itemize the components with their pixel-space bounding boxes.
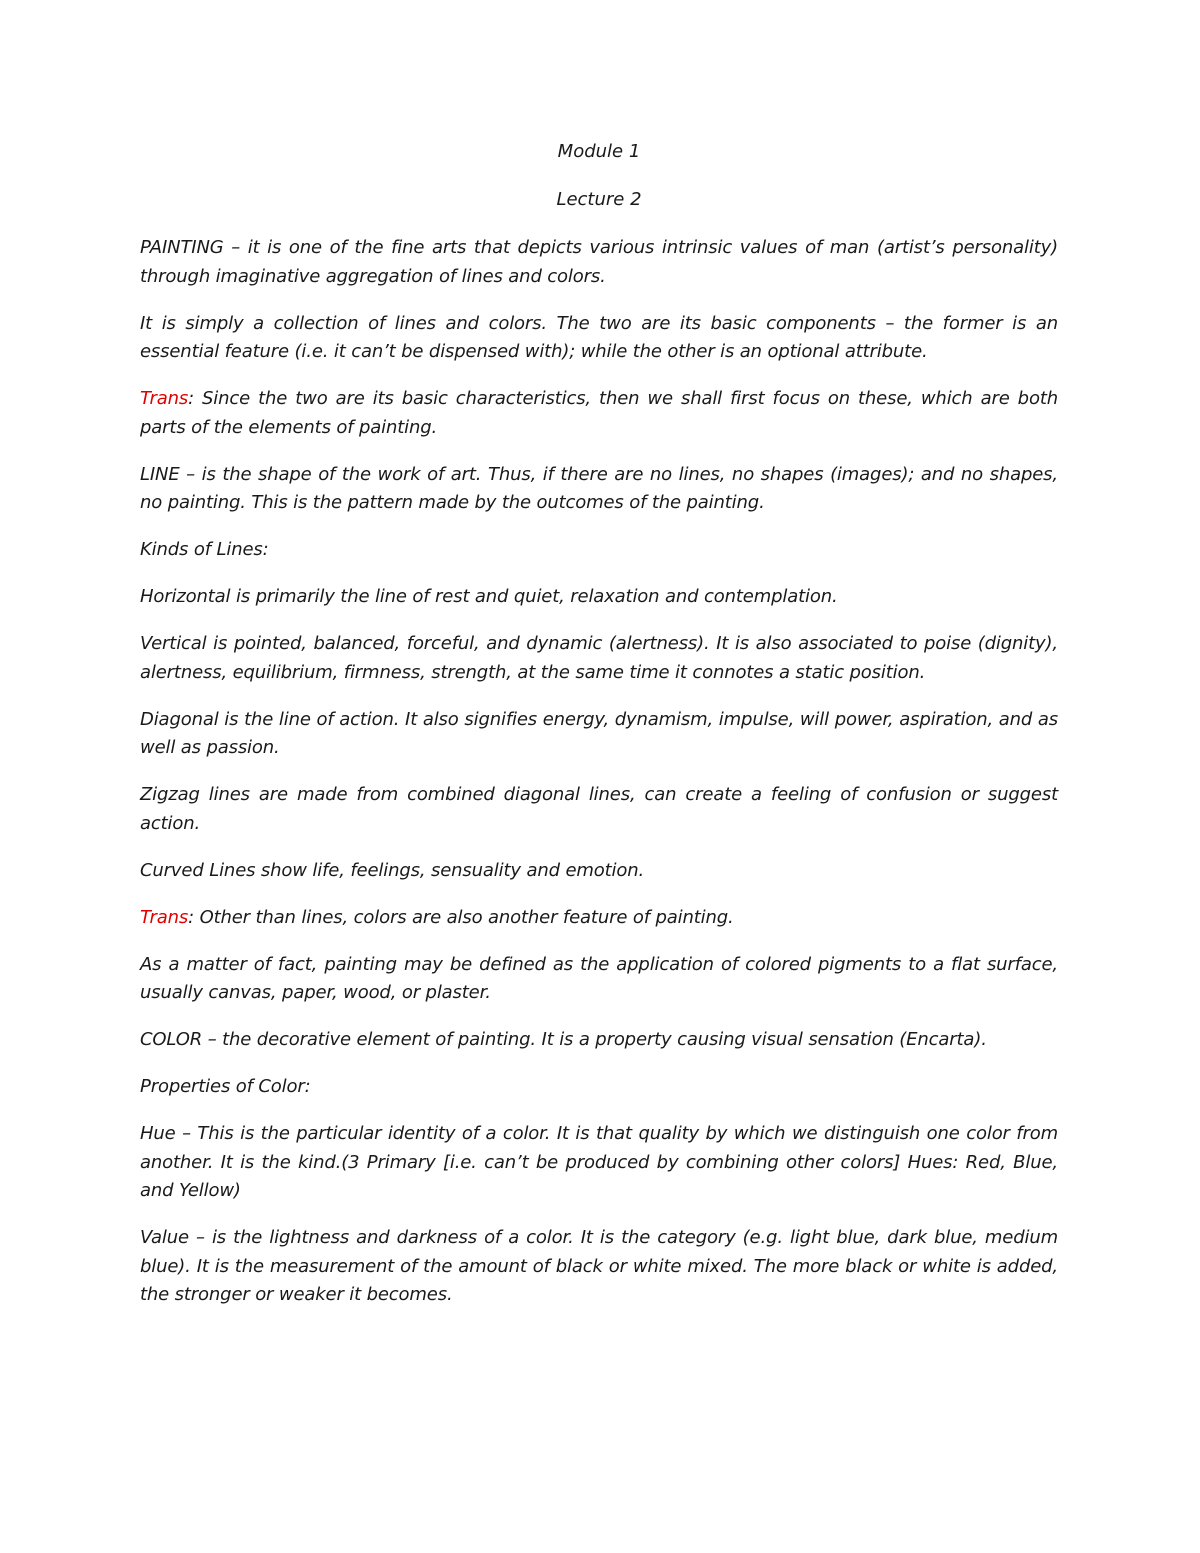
transition-text: : Other than lines, colors are also another feature of painting. [188,906,734,928]
transition-text: : Since the two are its basic characteristics, then we shall first focus on these, which are both parts of the elements of painting. [140,388,1058,438]
paragraph-painting-application: As a matter of fact, painting may be defined as the application of colored pigments to a flat surface, usually canvas, paper, wood, or plaster. [140,953,1058,1003]
paragraph-transition-1 [140,385,1058,442]
paragraph-hue: Hue – This is the particular identity of a color. It is that quality by which we distinguish one color from another. It is the kind.(3 Primary [i.e. can’t be produced by combining other colors] Hues: Red, Blue, and Yellow) [140,1123,1058,1201]
paragraph-kinds-of-lines: Kinds of Lines: [140,539,269,560]
trans-label: Trans [140,388,189,409]
paragraph-lines-and-colors: It is simply a collection of lines and colors. The two are its basic components – the former is an essential feature (i.e. it can’t be dispensed with); while the other is an optional attribute. [140,312,1058,362]
paragraph-color-definition: COLOR – the decorative element of painting. It is a property causing visual sensation (Encarta). [140,1029,987,1050]
paragraph-horizontal: Horizontal is primarily the line of rest and quiet, relaxation and contemplation. [140,586,838,607]
paragraph-vertical: Vertical is pointed, balanced, forceful, and dynamic (alertness). It is also associated to poise (dignity), alertness, equilibrium, firmness, strength, at the same time it connotes a static position. [140,633,1058,683]
paragraph-properties-of-color: Properties of Color: [140,1076,311,1097]
paragraph-painting-definition: PAINTING – it is one of the fine arts that depicts various intrinsic values of man (artist’s personality) through imaginative aggregation of lines and colors. [140,237,1058,287]
paragraph-curved: Curved Lines show life, feelings, sensuality and emotion. [140,859,645,881]
paragraph-value: Value – is the lightness and darkness of a color. It is the category (e.g. light blue, dark blue, medium blue). It is the measurement of the amount of black or white mixed. The more black or white is added, the stronger or weaker it becomes. [140,1227,1058,1305]
paragraph-zigzag: Zigzag lines are made from combined diagonal lines, can create a feeling of confusion or suggest action. [140,784,1058,834]
paragraph-transition-2 [140,904,1058,933]
lecture-title: Lecture 2 [556,189,642,210]
document-page [140,138,1058,1328]
trans-label: Trans [140,906,189,928]
paragraph-line-definition: LINE – is the shape of the work of art. Thus, if there are no lines, no shapes (images); and no shapes, no painting. This is the pattern made by the outcomes of the painting. [140,463,1058,513]
module-title: Module 1 [557,141,641,162]
paragraph-diagonal: Diagonal is the line of action. It also signifies energy, dynamism, impulse, will power, aspiration, and as well as passion. [140,708,1058,758]
